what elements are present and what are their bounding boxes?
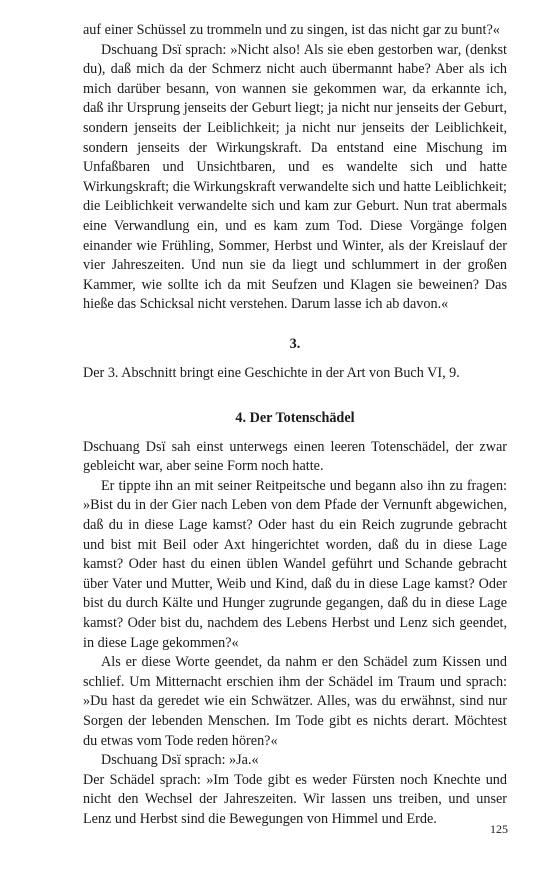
paragraph-skull-questions: Er tippte ihn an mit seiner Reitpeitsche und begann also ihn zu fragen: »Bist du in der Gier nach Leben von dem Pfade der Vernunft abgewichen, daß du in diese Lage kamst? Oder hast du ein Reich zugrunde gebracht und bist mit Beil oder Axt hingerichtet worden, daß du in diese Lage kamst? Oder hast du einen üblen Wandel geführt und Schande gebracht über Vater und Mutter, Weib und Kind, daß du in diese Lage kamst? Oder bist du durch Kälte und Hunger zugrunde gegangen, daß du in diese Lage kamst? Oder bist du, nachdem des Lebens Herbst und Lenz sich geendet, in diese Lage gekommen?« — [83, 477, 507, 651]
page-number: 125 — [490, 822, 508, 836]
paragraph-dschuang-yes: Dschuang Dsï sprach: »Ja.« — [101, 752, 259, 769]
section-4-heading: 4. Der Totenschädel — [235, 410, 355, 427]
section-3-note: Der 3. Abschnitt bringt eine Geschichte in der Art von Buch VI, 9. — [83, 364, 460, 381]
section-3-heading: 3. — [289, 335, 301, 352]
paragraph-skull-intro: Dschuang Dsï sah einst unterwegs einen leeren Totenschädel, der zwar gebleicht war, aber seine Form noch hatte. — [83, 438, 507, 475]
book-page — [83, 21, 507, 830]
paragraph-dschuang-reply: Dschuang Dsï sprach: »Nicht also! Als sie eben gestorben war, (denkst du), daß mich da der Schmerz nicht auch übermannt habe? Aber als ich mich darüber besann, von wannen sie gekommen war, da erkannte ich, daß ihr Ursprung jenseits der Geburt liegt; ja nicht nur jenseits der Geburt, sondern jenseits der Leiblichkeit; ja nicht nur jenseits der Leiblichkeit, sondern jenseits der Wirkungskraft. Da entstand eine Mischung im Unfaßbaren und Unsichtbaren, und es wandelte sich und hatte Wirkungskraft; die Wirkungskraft verwandelte sich und hatte Leiblichkeit; die Leiblichkeit verwandelte sich und kam zur Geburt. Nun trat abermals eine Verwandlung ein, und es kam zum Tod. Diese Vorgänge folgen einander wie Frühling, Sommer, Herbst und Winter, als der Kreislauf der vier Jahreszeiten. Und nun sie da liegt und schlummert in der großen Kammer, wie sollte ich da mit Seufzen und Klagen sie beweinen? Das hieße das Schicksal nicht verstehen. Darum lasse ich ab davon.« — [83, 41, 507, 313]
paragraph-skull-dream: Als er diese Worte geendet, da nahm er den Schädel zum Kissen und schlief. Um Mitternacht erschien ihm der Schädel im Traum und sprach: »Du hast da geredet wie ein Schwätzer. Alles, was du erwähnst, sind nur Sorgen der lebenden Menschen. Im Tode gibt es nichts derart. Möchtest du etwas vom Tode reden hören?« — [83, 654, 507, 749]
paragraph-continued: auf einer Schüssel zu trommeln und zu singen, ist das nicht gar zu bunt?« — [83, 22, 500, 38]
paragraph-skull-speaks: Der Schädel sprach: »Im Tode gibt es weder Fürsten noch Knechte und nicht den Wechsel der Jahreszeiten. Wir lassen uns treiben, und unser Lenz und Herbst sind die Bewegungen von Himmel und Erde. — [83, 771, 507, 827]
